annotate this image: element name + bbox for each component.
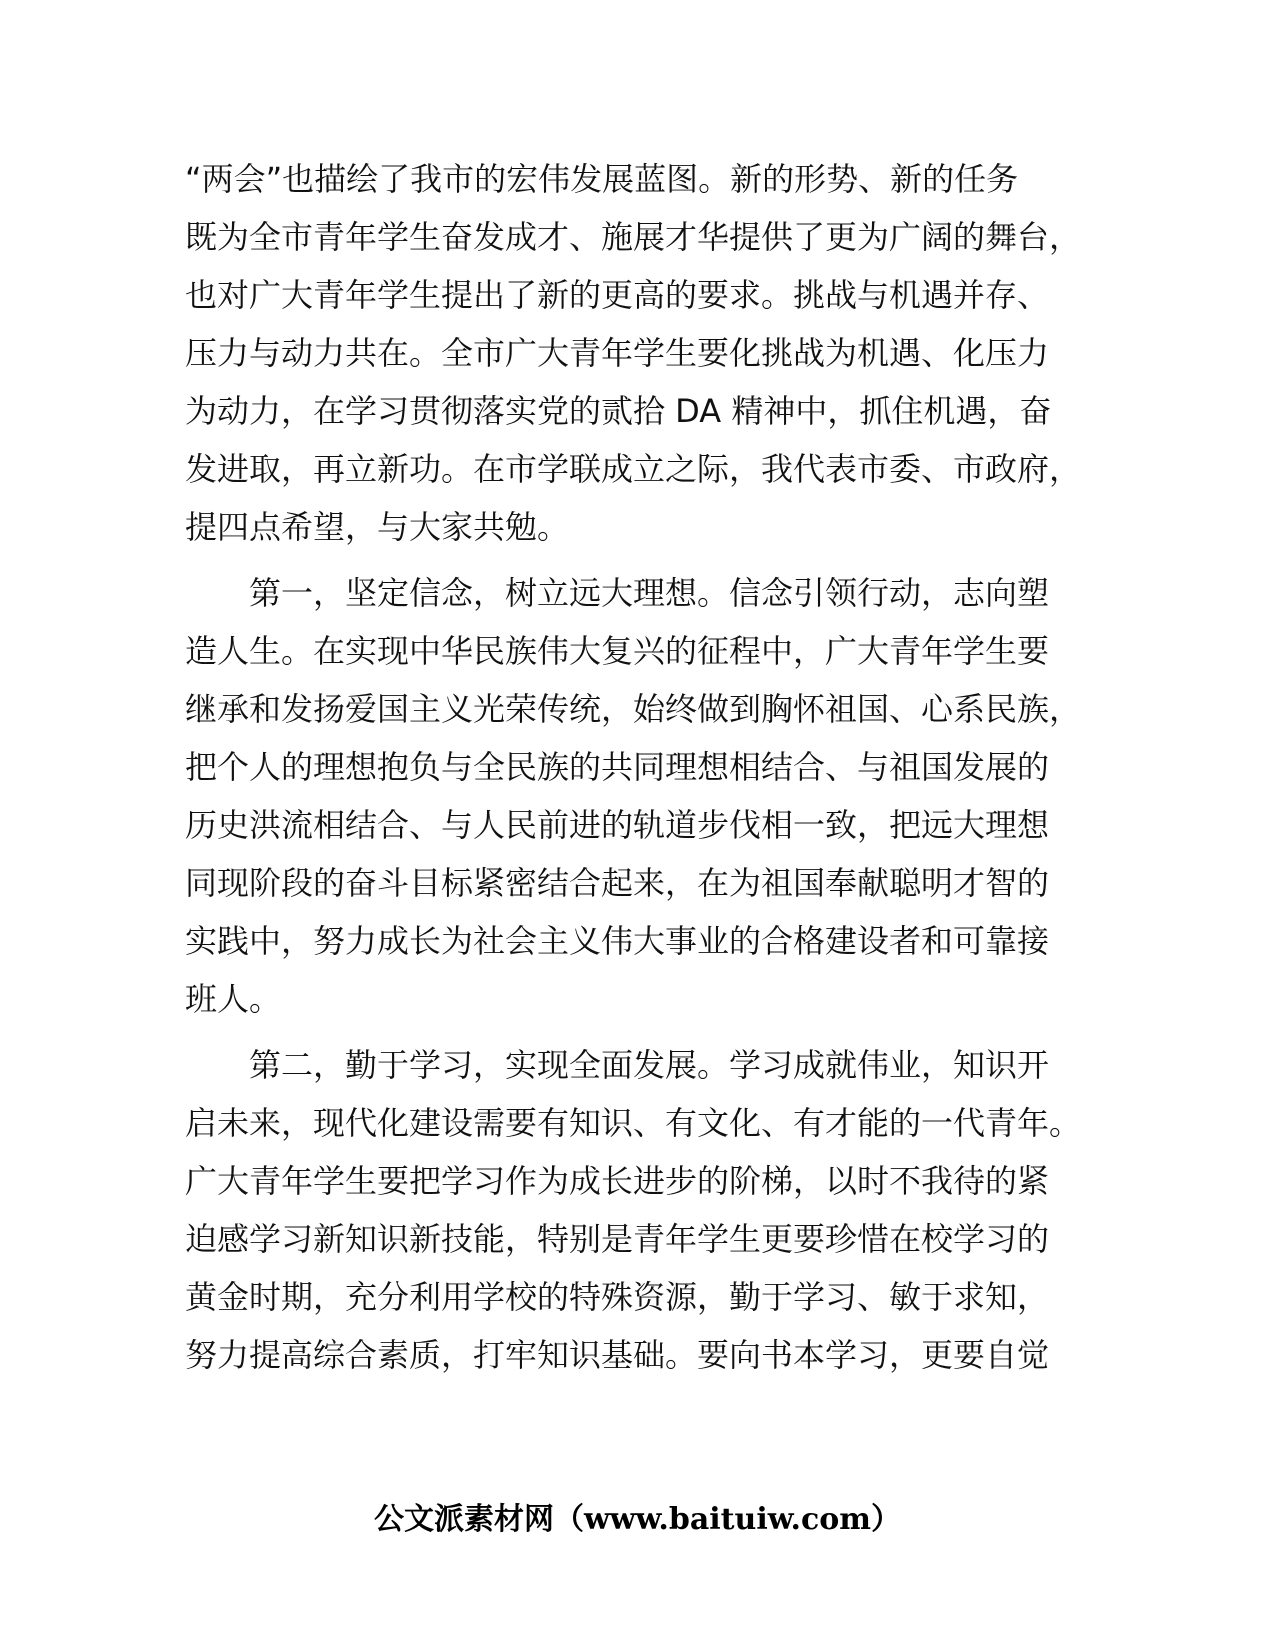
text-line: 为动力，在学习贯彻落实党的贰拾 DA 精神中，抓住机遇，奋 <box>185 392 1052 430</box>
text-line: “两会”也描绘了我市的宏伟发展蓝图。新的形势、新的任务 <box>185 160 1019 198</box>
paragraph-3 <box>185 1036 1105 1384</box>
text-line: 造人生。在实现中华民族伟大复兴的征程中，广大青年学生要 <box>185 632 1050 670</box>
page-footer: 公文派素材网（www.baituiw.com） <box>373 1502 902 1537</box>
text-line: 第二，勤于学习，实现全面发展。学习成就伟业，知识开 <box>185 1046 1050 1084</box>
text-line: 迫感学习新知识新技能，特别是青年学生更要珍惜在校学习的 <box>185 1220 1050 1258</box>
text-line: 实践中，努力成长为社会主义伟大事业的合格建设者和可靠接 <box>185 922 1050 960</box>
text-line: 同现阶段的奋斗目标紧密结合起来，在为祖国奉献聪明才智的 <box>185 864 1050 902</box>
document-body <box>185 150 1105 1384</box>
paragraph-spacer <box>185 556 1105 564</box>
paragraph-spacer <box>185 1028 1105 1036</box>
text-line: 努力提高综合素质，打牢知识基础。要向书本学习，更要自觉 <box>185 1336 1050 1374</box>
text-line: 历史洪流相结合、与人民前进的轨道步伐相一致，把远大理想 <box>185 806 1050 844</box>
text-line: 也对广大青年学生提出了新的更高的要求。挑战与机遇并存、 <box>185 276 1050 314</box>
text-line: 把个人的理想抱负与全民族的共同理想相结合、与祖国发展的 <box>185 748 1050 786</box>
text-line: 黄金时期，充分利用学校的特殊资源，勤于学习、敏于求知， <box>185 1278 1050 1316</box>
text-line: 广大青年学生要把学习作为成长进步的阶梯，以时不我待的紧 <box>185 1162 1050 1200</box>
text-line: 既为全市青年学生奋发成才、施展才华提供了更为广阔的舞台， <box>185 218 1082 256</box>
text-line: 第一，坚定信念，树立远大理想。信念引领行动，志向塑 <box>185 574 1050 612</box>
text-line: 继承和发扬爱国主义光荣传统，始终做到胸怀祖国、心系民族， <box>185 690 1082 728</box>
text-line: 提四点希望，与大家共勉。 <box>185 508 570 546</box>
paragraph-1 <box>185 150 1105 556</box>
text-line: 发进取，再立新功。在市学联成立之际，我代表市委、市政府， <box>185 450 1082 488</box>
paragraph-2 <box>185 564 1105 1028</box>
text-line: 启未来，现代化建设需要有知识、有文化、有才能的一代青年。 <box>185 1104 1082 1142</box>
text-line: 压力与动力共在。全市广大青年学生要化挑战为机遇、化压力 <box>185 334 1050 372</box>
text-line: 班人。 <box>185 980 282 1018</box>
